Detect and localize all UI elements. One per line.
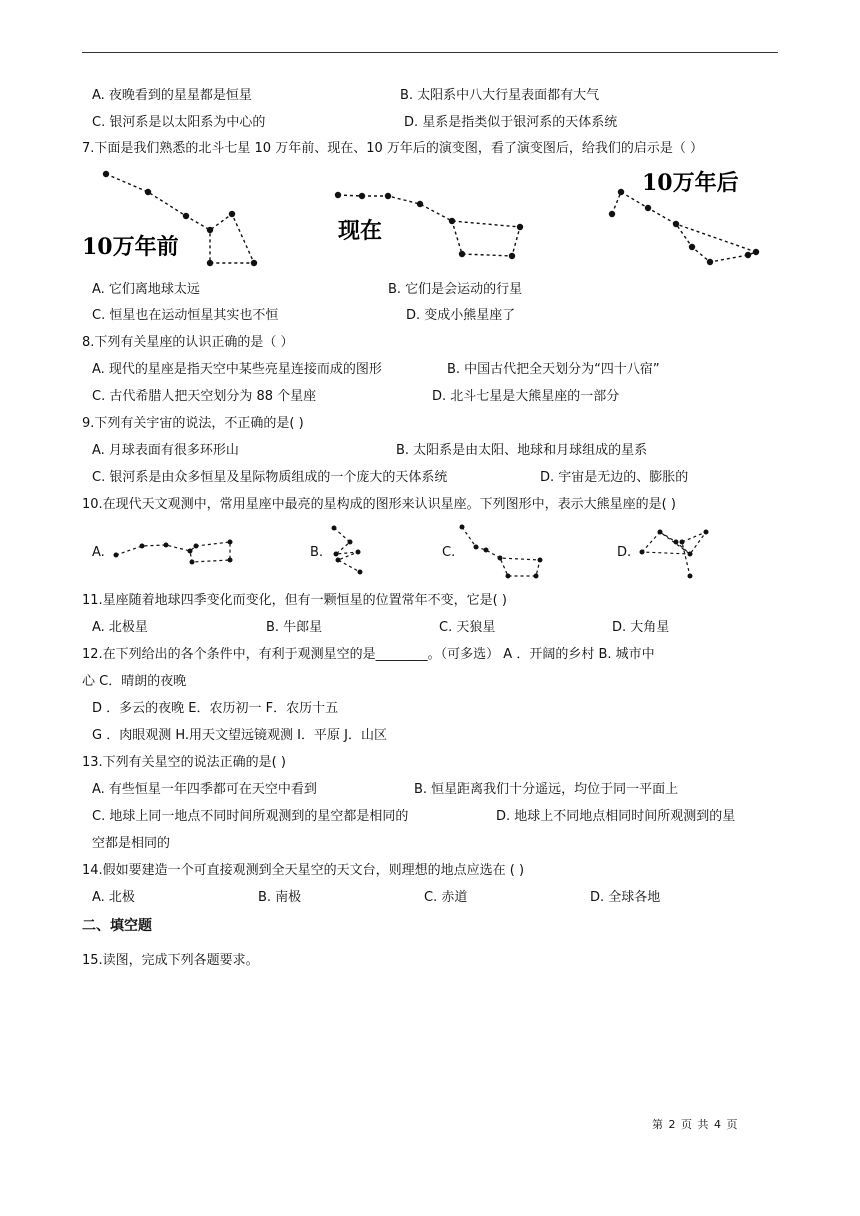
q13-option-a: A. 有些恒星一年四季都可在天空中看到	[92, 782, 317, 797]
q12-line1: 12.在下列给出的各个条件中，有利于观测星空的是________。（可多选） A ．开阔的乡村 B. 城市中	[82, 647, 655, 662]
q14-stem: 14.假如要建造一个可直接观测到全天星空的天文台，则理想的地点应选在 ( )	[82, 863, 525, 878]
q9-option-a: A. 月球表面有很多环形山	[92, 443, 239, 458]
q7-option-d: D. 变成小熊星座了	[406, 308, 516, 323]
q14-option-b: B. 南极	[258, 890, 302, 905]
q8-option-c: C. 古代希腊人把天空划分为 88 个星座	[92, 389, 317, 404]
q6-option-b: B. 太阳系中八大行星表面都有大气	[400, 88, 600, 103]
q7-figure	[80, 164, 780, 276]
q7-stem: 7.下面是我们熟悉的北斗七星 10 万年前、现在、10 万年后的演变图，看了演变图后，给我们的启示是（ ）	[82, 141, 704, 156]
q13-option-b: B. 恒星距离我们十分遥远，均位于同一平面上	[414, 782, 679, 797]
label-future: 10万年后	[642, 170, 739, 196]
q12-line2: 心 C．晴朗的夜晚	[82, 674, 187, 689]
q6-option-c: C. 银河系是以太阳系为中心的	[92, 115, 266, 130]
q6-option-a: A. 夜晚看到的星星都是恒星	[92, 88, 252, 103]
q10-option-a: A.	[92, 545, 105, 560]
page-footer: 第 2 页 共 4 页	[652, 1118, 739, 1131]
q8-option-a: A. 现代的星座是指天空中某些亮星连接而成的图形	[92, 362, 382, 377]
section-heading: 二、填空题	[82, 918, 152, 934]
q8-stem: 8.下列有关星座的认识正确的是（ ）	[82, 335, 294, 350]
q12-line4: G ．肉眼观测 H.用天文望远镜观测 I．平原 J．山区	[92, 728, 387, 743]
q10-option-b: B.	[310, 545, 324, 560]
q11-option-a: A. 北极星	[92, 620, 148, 635]
q9-option-b: B. 太阳系是由太阳、地球和月球组成的星系	[396, 443, 648, 458]
q10-figures	[0, 520, 860, 584]
q14-option-c: C. 赤道	[424, 890, 468, 905]
q6-option-d: D. 星系是指类似于银河系的天体系统	[404, 115, 618, 130]
q11-stem: 11.星座随着地球四季变化而变化，但有一颗恒星的位置常年不变，它是( )	[82, 593, 507, 608]
q8-option-b: B. 中国古代把全天划分为“四十八宿”	[447, 362, 660, 377]
q14-option-d: D. 全球各地	[590, 890, 661, 905]
big-dipper-future	[612, 192, 756, 262]
q11-option-b: B. 牛郎星	[266, 620, 323, 635]
q15-stem: 15.读图，完成下列各题要求。	[82, 953, 259, 968]
label-now: 现在	[338, 218, 383, 244]
q7-option-a: A. 它们离地球太远	[92, 282, 200, 297]
q9-option-c: C. 银河系是由众多恒星及星际物质组成的一个庞大的天体系统	[92, 470, 448, 485]
label-past: 10万年前	[82, 234, 179, 260]
q9-option-d: D. 宇宙是无边的、膨胀的	[540, 470, 689, 485]
q12-line3: D ．多云的夜晚 E．农历初一 F．农历十五	[92, 701, 339, 716]
q13-option-d-cont: 空都是相同的	[92, 836, 171, 851]
q14-option-a: A. 北极	[92, 890, 135, 905]
q13-stem: 13.下列有关星空的说法正确的是( )	[82, 755, 286, 770]
q11-option-d: D. 大角星	[612, 620, 670, 635]
q10-option-d: D.	[617, 545, 632, 560]
q7-option-c: C. 恒星也在运动恒星其实也不恒	[92, 308, 279, 323]
q11-option-c: C. 天狼星	[439, 620, 496, 635]
q7-option-b: B. 它们是会运动的行星	[388, 282, 523, 297]
header-rule	[82, 52, 778, 53]
q13-option-d: D. 地球上不同地点相同时间所观测到的星	[496, 809, 736, 824]
q10-stem: 10.在现代天文观测中，常用星座中最亮的星构成的图形来认识星座。下列图形中，表示大熊星座的是( )	[82, 497, 676, 512]
q13-option-c: C. 地球上同一地点不同时间所观测到的星空都是相同的	[92, 809, 409, 824]
q10-option-c: C.	[442, 545, 456, 560]
q9-stem: 9.下列有关宇宙的说法，不正确的是( )	[82, 416, 304, 431]
q8-option-d: D. 北斗七星是大熊星座的一部分	[432, 389, 620, 404]
